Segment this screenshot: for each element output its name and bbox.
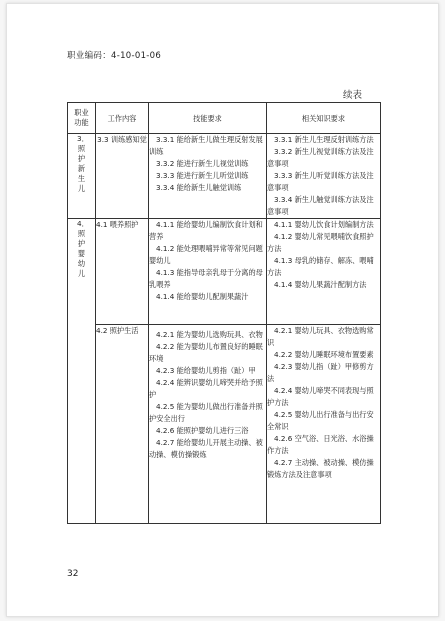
work-content-cell: 4.2 照护生活 <box>96 325 149 524</box>
knowledge-item: 4.2.3 婴幼儿指（趾）甲修剪方法 <box>267 362 374 383</box>
header-work-content: 工作内容 <box>96 103 149 134</box>
table-header-row <box>68 103 381 134</box>
skill-item: 3.3.2 能进行新生儿视觉训练 <box>156 159 249 168</box>
skills-cell <box>149 134 267 219</box>
table-row <box>68 134 381 219</box>
skill-item: 4.1.2 能处理喂哺异常等常见问题婴幼儿 <box>149 244 263 265</box>
knowledge-item: 4.1.2 婴幼儿常见喂哺饮食照护方法 <box>267 232 374 253</box>
skill-item: 4.2.7 能给婴幼儿开展主动操、被动操、模仿操锻炼 <box>149 438 263 459</box>
work-content-cell: 4.1 喂养照护 <box>96 219 149 325</box>
knowledge-item: 3.3.1 新生儿生理反射训练方法 <box>274 135 374 144</box>
knowledge-item: 4.2.6 空气浴、日光浴、水浴操作方法 <box>267 434 374 455</box>
skill-item: 4.2.3 能给婴幼儿剪指（趾）甲 <box>156 366 256 375</box>
skill-item: 3.3.4 能给新生儿触觉训练 <box>156 183 242 192</box>
skill-item: 4.1.3 能指导母亲乳母于分离的母乳喂养 <box>149 268 263 289</box>
work-content-cell: 3.3 训练感知觉 <box>96 134 149 219</box>
table-row <box>68 325 381 524</box>
skill-item: 4.2.1 能为婴幼儿选购玩具、衣物 <box>156 330 263 339</box>
knowledge-item: 4.2.2 婴幼儿睡眠环境布置要素 <box>274 350 374 359</box>
document-page <box>6 3 439 617</box>
knowledge-cell <box>267 134 381 219</box>
knowledge-item: 3.3.2 新生儿视觉训练方法及注意事项 <box>267 147 374 168</box>
knowledge-item: 4.2.7 主动操、被动操、模仿操锻炼方法及注意事项 <box>267 458 374 479</box>
function-cell: 3．照护新生儿 <box>68 134 96 219</box>
knowledge-item: 4.1.4 婴幼儿果蔬汁配制方法 <box>274 280 367 289</box>
knowledge-item: 4.1.1 婴幼儿饮食计划编制方法 <box>274 220 374 229</box>
knowledge-item: 3.3.3 新生儿听觉训练方法及注意事项 <box>267 171 374 192</box>
page-number: 32 <box>67 569 79 579</box>
skill-item: 4.2.2 能为婴幼儿布置良好的睡眠环境 <box>149 342 263 363</box>
skills-cell <box>149 219 267 325</box>
knowledge-item: 4.2.1 婴幼儿玩具、衣物选购常识 <box>267 326 374 347</box>
skill-item: 3.3.1 能给新生儿做生理反射发展训练 <box>149 135 263 156</box>
knowledge-item: 4.2.4 婴幼儿啼哭不同表现与照护方法 <box>267 386 374 407</box>
skills-cell <box>149 325 267 524</box>
header-skills: 技能要求 <box>149 103 267 134</box>
table-row <box>68 219 381 325</box>
header-knowledge: 相关知识要求 <box>267 103 381 134</box>
knowledge-cell <box>267 325 381 524</box>
skills-table <box>67 102 381 524</box>
knowledge-item: 4.2.5 婴幼儿出行准备与出行安全常识 <box>267 410 374 431</box>
skill-item: 3.3.3 能进行新生儿听觉训练 <box>156 171 249 180</box>
skill-item: 4.1.1 能给婴幼儿编制饮食计划和营养 <box>149 220 263 241</box>
knowledge-item: 4.1.3 母乳的储存、解冻、喂哺方法 <box>267 256 374 277</box>
continued-label: 续表 <box>343 90 363 101</box>
knowledge-cell <box>267 219 381 325</box>
skill-item: 4.2.5 能为婴幼儿做出行准备并照护安全出行 <box>149 402 263 423</box>
occupation-code: 职业编码：4-10-01-06 <box>67 51 162 61</box>
skill-item: 4.1.4 能给婴幼儿配制果蔬汁 <box>156 292 249 301</box>
function-cell: 4．照护婴幼儿 <box>68 219 96 524</box>
skill-item: 4.2.6 能照护婴幼儿进行三浴 <box>156 426 249 435</box>
header-function: 职业功能 <box>68 103 96 134</box>
skill-item: 4.2.4 能辨识婴幼儿啼哭并给予照护 <box>149 378 263 399</box>
knowledge-item: 3.3.4 新生儿触觉训练方法及注意事项 <box>267 195 374 216</box>
